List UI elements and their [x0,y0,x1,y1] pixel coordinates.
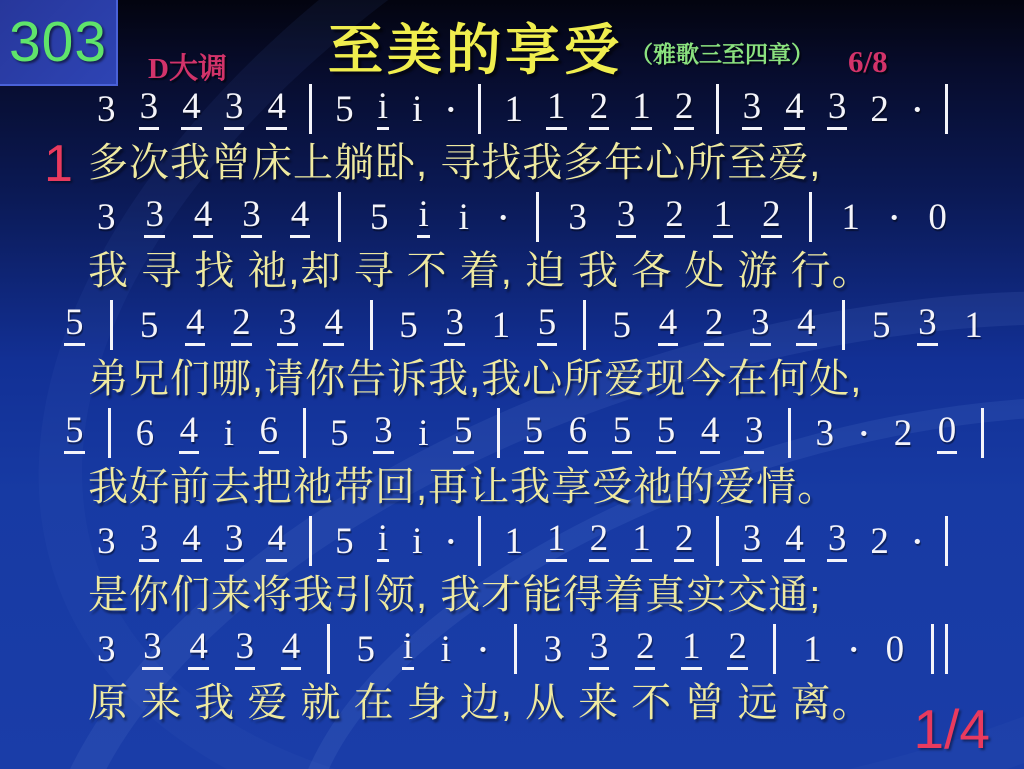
augmentation-dot: · [912,523,923,559]
augmentation-dot: · [858,415,870,451]
note-eighth: 0 [937,412,958,454]
page-title: 至美的享受 [328,19,624,81]
note: 1 [964,304,983,346]
note-eighth: 4 [193,196,214,238]
barline [583,300,586,350]
verse-number: 1 [44,135,73,193]
notation-row [96,514,948,568]
note: 5 [139,304,159,346]
note-eighth: 3 [144,196,165,238]
note: 3 [815,412,834,454]
note-eighth: i [417,196,429,238]
augmentation-dot: · [497,199,509,235]
note-eighth: 3 [589,628,610,670]
lyric-line: 多次我曾床上躺卧, 寻找我多年心所至爱, [88,141,822,185]
note-eighth: i [377,88,389,130]
barline [478,516,481,566]
note: 0 [885,628,905,670]
note: 2 [870,88,889,130]
note: 5 [871,304,891,346]
note-eighth: 3 [235,628,256,670]
note-eighth: 5 [537,304,558,346]
augmentation-dot: · [848,631,859,667]
note-eighth: 3 [142,628,163,670]
note-eighth: 4 [281,628,302,670]
lyric-line: 原 来 我 爱 就 在 身 边, 从 来 不 曾 远 离。 [88,681,873,725]
barline [945,516,948,566]
note-eighth: 1 [713,196,734,238]
lyric-line: 我 寻 找 祂,却 寻 不 着, 迫 我 各 处 游 行。 [88,249,873,293]
note-eighth: 3 [827,520,848,562]
key-signature: D大调 [148,53,227,85]
note: 3 [97,520,116,562]
note-eighth: 3 [373,412,394,454]
note-eighth: 4 [658,304,679,346]
augmentation-dot: · [477,631,489,667]
note-eighth: 5 [453,412,474,454]
note: 1 [491,304,511,346]
barline [110,300,113,350]
note-eighth: 4 [185,304,206,346]
note-eighth: 4 [179,412,200,454]
note-eighth: 4 [266,88,287,130]
barline [788,408,791,458]
note: 5 [399,304,418,346]
note-eighth: 3 [616,196,637,238]
note: i [440,628,451,670]
note-eighth: 4 [784,520,805,562]
note-eighth: 5 [64,412,85,454]
note-eighth: 4 [181,88,202,130]
scripture-reference: （雅歌三至四章） [630,41,814,67]
note-eighth: 5 [64,304,85,346]
note: 5 [612,304,632,346]
note-eighth: 4 [796,304,817,346]
notation-row [64,298,984,352]
note-eighth: 2 [664,196,685,238]
note: 1 [504,520,523,562]
note-eighth: 2 [589,88,610,130]
note: 0 [928,196,947,238]
barline [981,408,984,458]
note: i [458,196,469,238]
note-eighth: 3 [139,88,160,130]
note-eighth: 3 [224,520,245,562]
score [0,82,1024,730]
note-eighth: 4 [181,520,202,562]
note: 2 [870,520,889,562]
barline [309,84,312,134]
note: 5 [330,412,349,454]
note: 1 [803,628,822,670]
note-eighth: 2 [761,196,782,238]
note-eighth: 5 [612,412,633,454]
note-eighth: 3 [224,88,245,130]
note: 3 [97,88,116,130]
note: 5 [370,196,389,238]
note: 6 [135,412,155,454]
barline [338,192,341,242]
notation-row [96,82,948,136]
note: 1 [841,196,860,238]
note-eighth: 6 [259,412,280,454]
barline [497,408,500,458]
note-eighth: 1 [546,88,567,130]
note-eighth: 5 [524,412,545,454]
note: 3 [568,196,587,238]
barline [370,300,373,350]
note-eighth: 2 [635,628,656,670]
lyric-line: 弟兄们哪,请你告诉我,我心所爱现今在何处, [88,357,863,401]
barline [842,300,845,350]
note-eighth: 3 [444,304,465,346]
note-eighth: i [402,628,414,670]
hymn-number: 303 [8,9,108,74]
note-eighth: 2 [674,88,695,130]
note: i [223,412,234,454]
note-eighth: 5 [656,412,677,454]
note-eighth: 3 [241,196,262,238]
note-eighth: 2 [589,520,610,562]
note-eighth: 2 [674,520,695,562]
note-eighth: 3 [827,88,848,130]
note-eighth: 2 [727,628,748,670]
note: 3 [543,628,563,670]
note-eighth: 4 [784,88,805,130]
note: i [412,88,423,130]
notation-row [96,622,948,676]
note-eighth: 4 [290,196,311,238]
note-eighth: 3 [742,520,763,562]
note-eighth: 3 [750,304,771,346]
barline [303,408,306,458]
note-eighth: 3 [917,304,938,346]
lyric-line: 我好前去把祂带回,再让我享受祂的爱情。 [88,465,839,509]
note-eighth: 3 [744,412,765,454]
barline [108,408,111,458]
barline [716,516,719,566]
note: 5 [335,88,354,130]
note-eighth: 4 [188,628,209,670]
note-eighth: 6 [568,412,589,454]
note: 1 [504,88,523,130]
note: 3 [97,196,116,238]
note-eighth: 1 [681,628,702,670]
note-eighth: 4 [700,412,721,454]
note: 2 [893,412,913,454]
barline [514,624,517,674]
barline [309,516,312,566]
notation-row [96,190,948,244]
barline [716,84,719,134]
note: i [418,412,429,454]
time-signature: 6/8 [848,44,888,79]
note: i [412,520,423,562]
augmentation-dot: · [445,523,457,559]
double-barline [931,624,948,674]
note-eighth: 4 [323,304,344,346]
page-indicator: 1/4 [913,698,990,760]
note-eighth: 4 [266,520,287,562]
barline [773,624,776,674]
note-eighth: 3 [277,304,298,346]
augmentation-dot: · [888,199,900,235]
note: 5 [335,520,354,562]
note-eighth: 1 [546,520,567,562]
note-eighth: i [377,520,389,562]
barline [945,84,948,134]
notation-row [64,406,984,460]
note-eighth: 1 [631,520,652,562]
barline [536,192,539,242]
note-eighth: 3 [139,520,160,562]
note-eighth: 2 [231,304,252,346]
note-eighth: 1 [631,88,652,130]
augmentation-dot: · [445,91,457,127]
note: 5 [356,628,376,670]
note-eighth: 2 [704,304,725,346]
barline [327,624,330,674]
hymn-number-box [0,0,118,86]
augmentation-dot: · [912,91,923,127]
note: 3 [97,628,116,670]
barline [809,192,812,242]
lyric-line: 是你们来将我引领, 我才能得着真实交通; [88,573,822,617]
barline [478,84,481,134]
note-eighth: 3 [742,88,763,130]
